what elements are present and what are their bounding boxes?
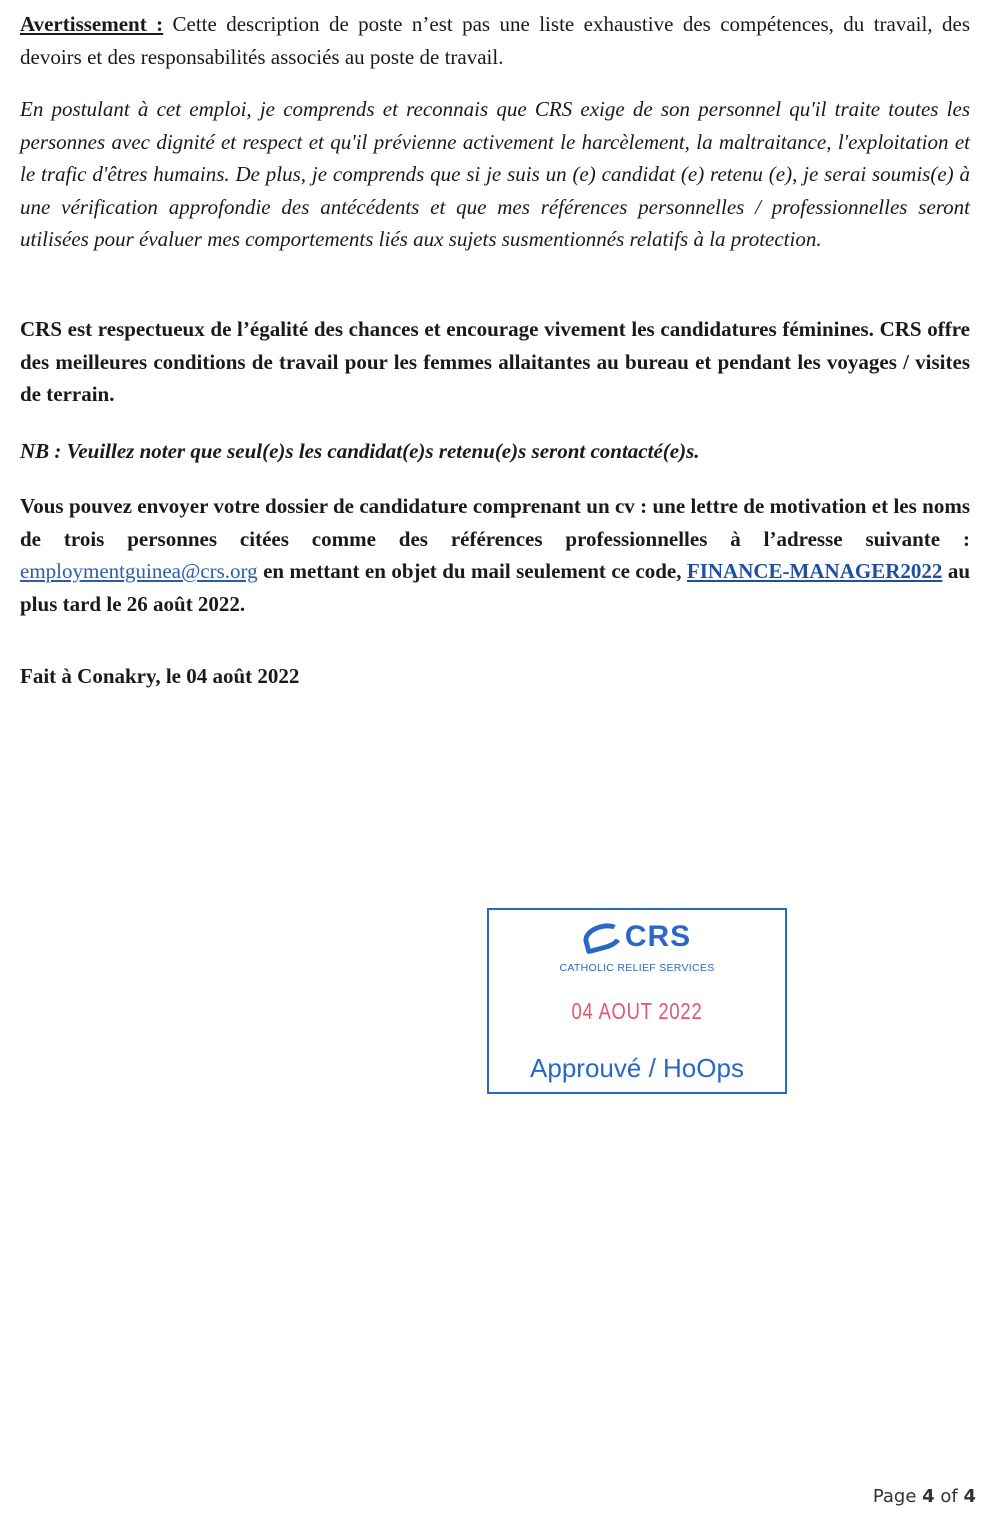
page-prefix: Page (872, 1486, 923, 1507)
application-text-after: au plus tard le 26 août 2022. (20, 559, 970, 616)
disclaimer-text: Cette description de poste n’est pas une liste exhaustive des compétences, du travail, des devoirs et des responsabilités associés au poste de travail. (20, 12, 970, 69)
email-link[interactable]: employmentguinea@crs.org (20, 559, 258, 583)
crs-logo (489, 920, 785, 960)
stamp-org-name: CATHOLIC RELIEF SERVICES (559, 962, 715, 974)
crs-logo-icon (580, 919, 625, 954)
subject-code-link[interactable]: FINANCE-MANAGER2022 (686, 559, 943, 583)
disclaimer-paragraph (20, 8, 970, 73)
signoff-line: Fait à Conakry, le 04 août 2022 (20, 664, 300, 688)
stamp-date: 04 AOUT 2022 (571, 998, 703, 1024)
crs-logo-text: CRS (624, 920, 692, 953)
safeguarding-paragraph: En postulant à cet emploi, je comprends et reconnais que CRS exige de son personnel qu'il traite toutes les personnes avec dignité et respect et qu'il prévienne activement le harcèlement, la maltraitance, l'exploitation et le trafic d'êtres humains. De plus, je comprends que si je suis un (e) candidat (e) retenu (e), je serai soumis(e) à une vérification approfondie des antécédents et que mes références personnelles / professionnelles seront utilisées pour évaluer mes comportements liés aux sujets susmentionnés relatifs à la protection. (20, 97, 970, 251)
approval-stamp (487, 908, 787, 1094)
application-text-before: Vous pouvez envoyer votre dossier de candidature comprenant un cv : une lettre de motivation et les noms de trois personnes citées comme des références professionnelles à l’adresse suivante : (20, 494, 970, 551)
page-number (873, 1486, 976, 1507)
stamp-approval: Approuvé / HoOps (530, 1053, 744, 1083)
application-text-middle: en mettant en objet du mail seulement ce code, (257, 559, 687, 583)
application-paragraph (20, 490, 970, 620)
page-current: 4 (922, 1486, 935, 1507)
note-paragraph: NB : Veuillez noter que seul(e)s les candidat(e)s retenu(e)s seront contacté(e)s. (20, 439, 700, 463)
equality-paragraph: CRS est respectueux de l’égalité des chances et encourage vivement les candidatures féminines. CRS offre des meilleures conditions de travail pour les femmes allaitantes au bureau et pendant les voyages / visites de terrain. (20, 317, 970, 406)
page-total: 4 (963, 1486, 976, 1507)
page-of: of (934, 1486, 964, 1507)
disclaimer-label: Avertissement : (20, 12, 164, 36)
